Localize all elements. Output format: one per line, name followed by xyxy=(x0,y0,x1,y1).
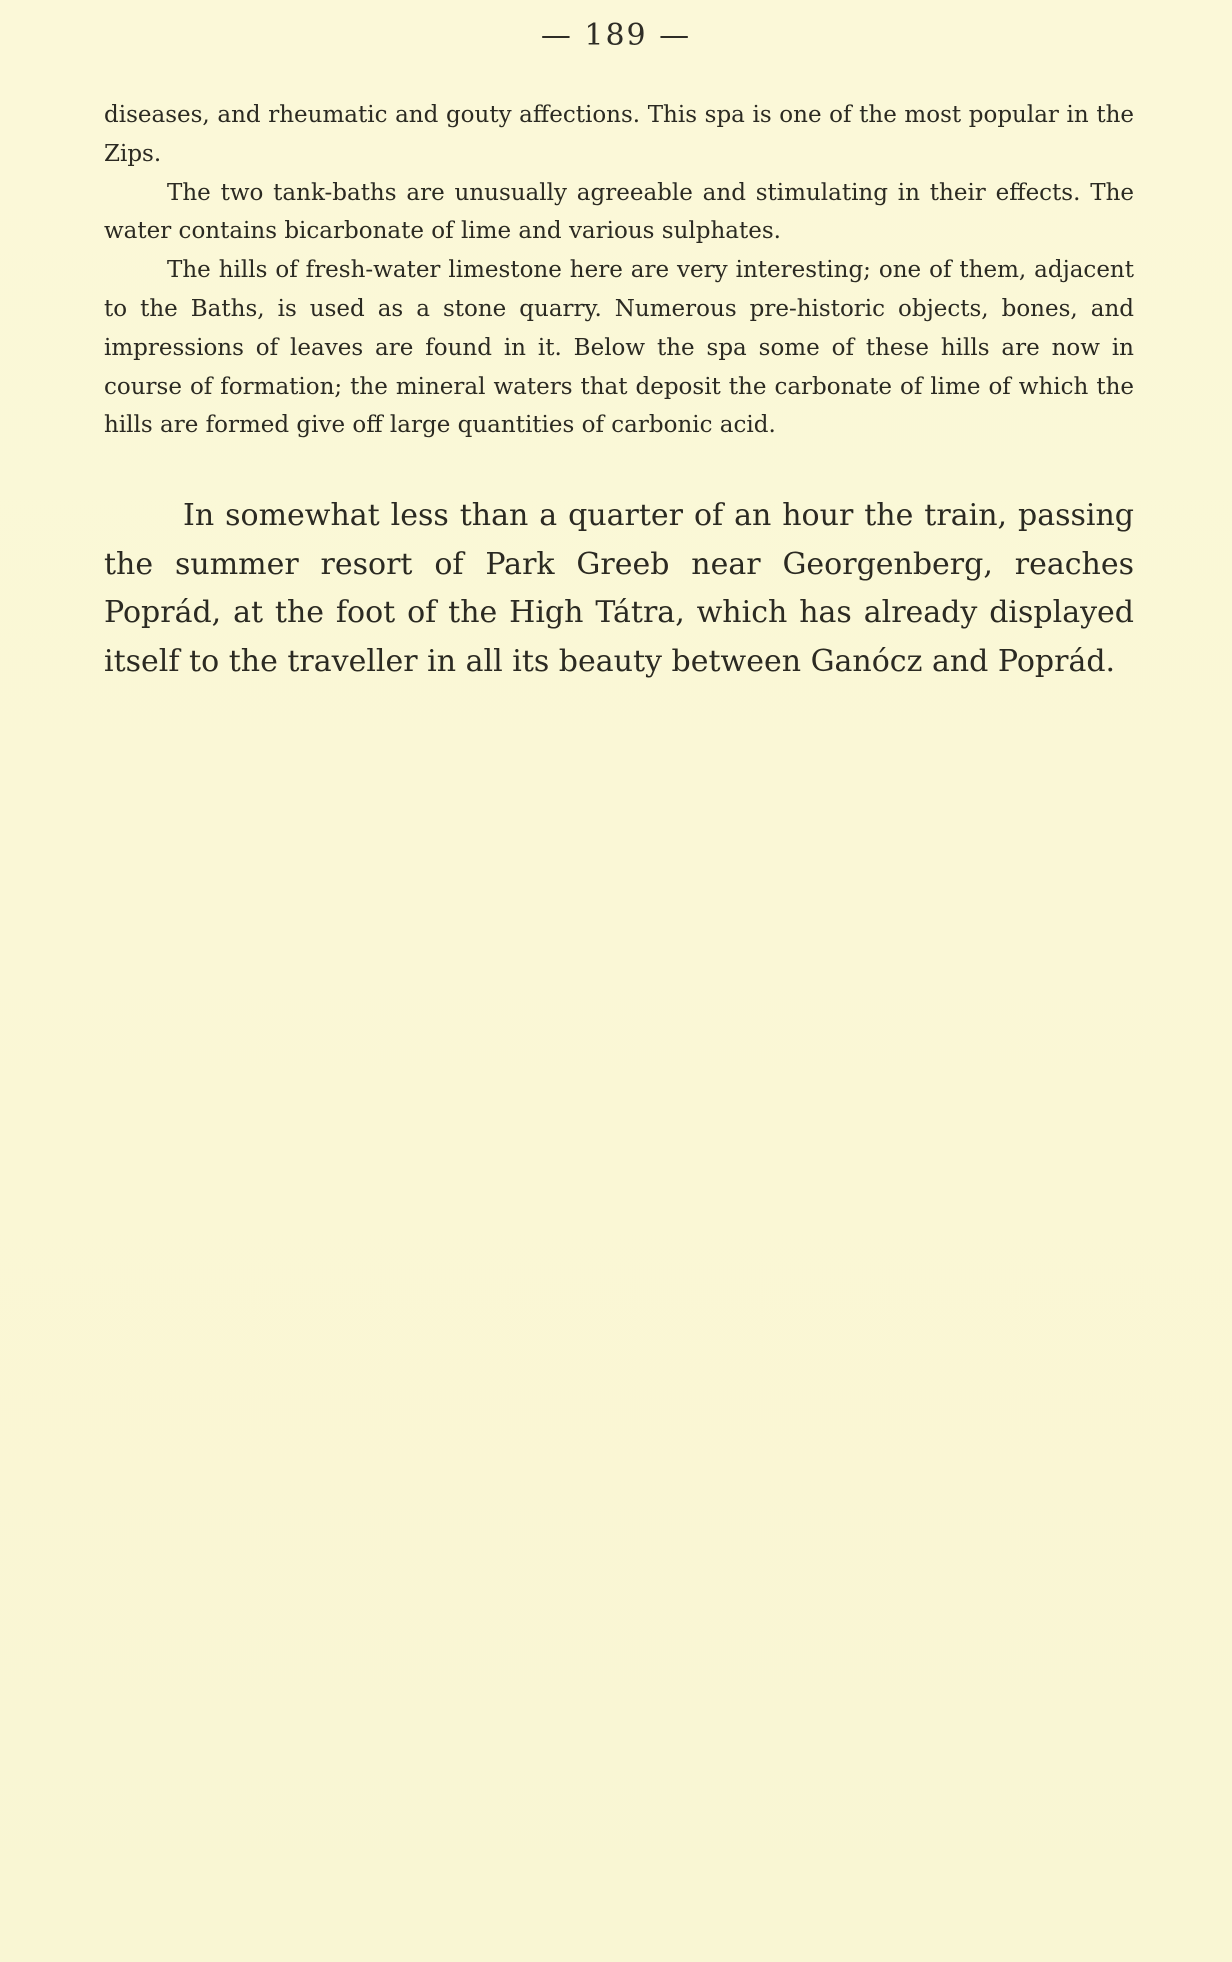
paragraph-limestone-hills: The hills of fresh-water limestone here are very interesting; one of them, adjacent to the Baths, is used as a stone quarry. Numerous pre-historic objects, bones, and impressions of leaves are found in it. Below the spa some of these hills are now in course of formation; the mineral waters that deposit the carbonate of lime of which the hills are formed give off large quantities of carbonic acid. xyxy=(104,257,1134,439)
page-number: — 189 — xyxy=(540,18,692,53)
main-text-section xyxy=(104,492,1134,686)
paragraph-continuation: diseases, and rheumatic and gouty affections. This spa is one of the most popular in the Zips. xyxy=(104,102,1134,167)
paragraph-tank-baths: The two tank-baths are unusually agreeable and stimulating in their effects. The water contains bicarbonate of lime and various sulphates. xyxy=(104,179,1134,245)
small-print-section xyxy=(104,96,1134,445)
paragraph-train-to-poprad: In somewhat less than a quarter of an hour the train, passing the summer resort of Park Greeb near Georgenberg, reaches Poprád, at the foot of the High Tátra, which has already displayed itself to the traveller in all its beauty between Ganócz and Poprád. xyxy=(104,498,1134,679)
